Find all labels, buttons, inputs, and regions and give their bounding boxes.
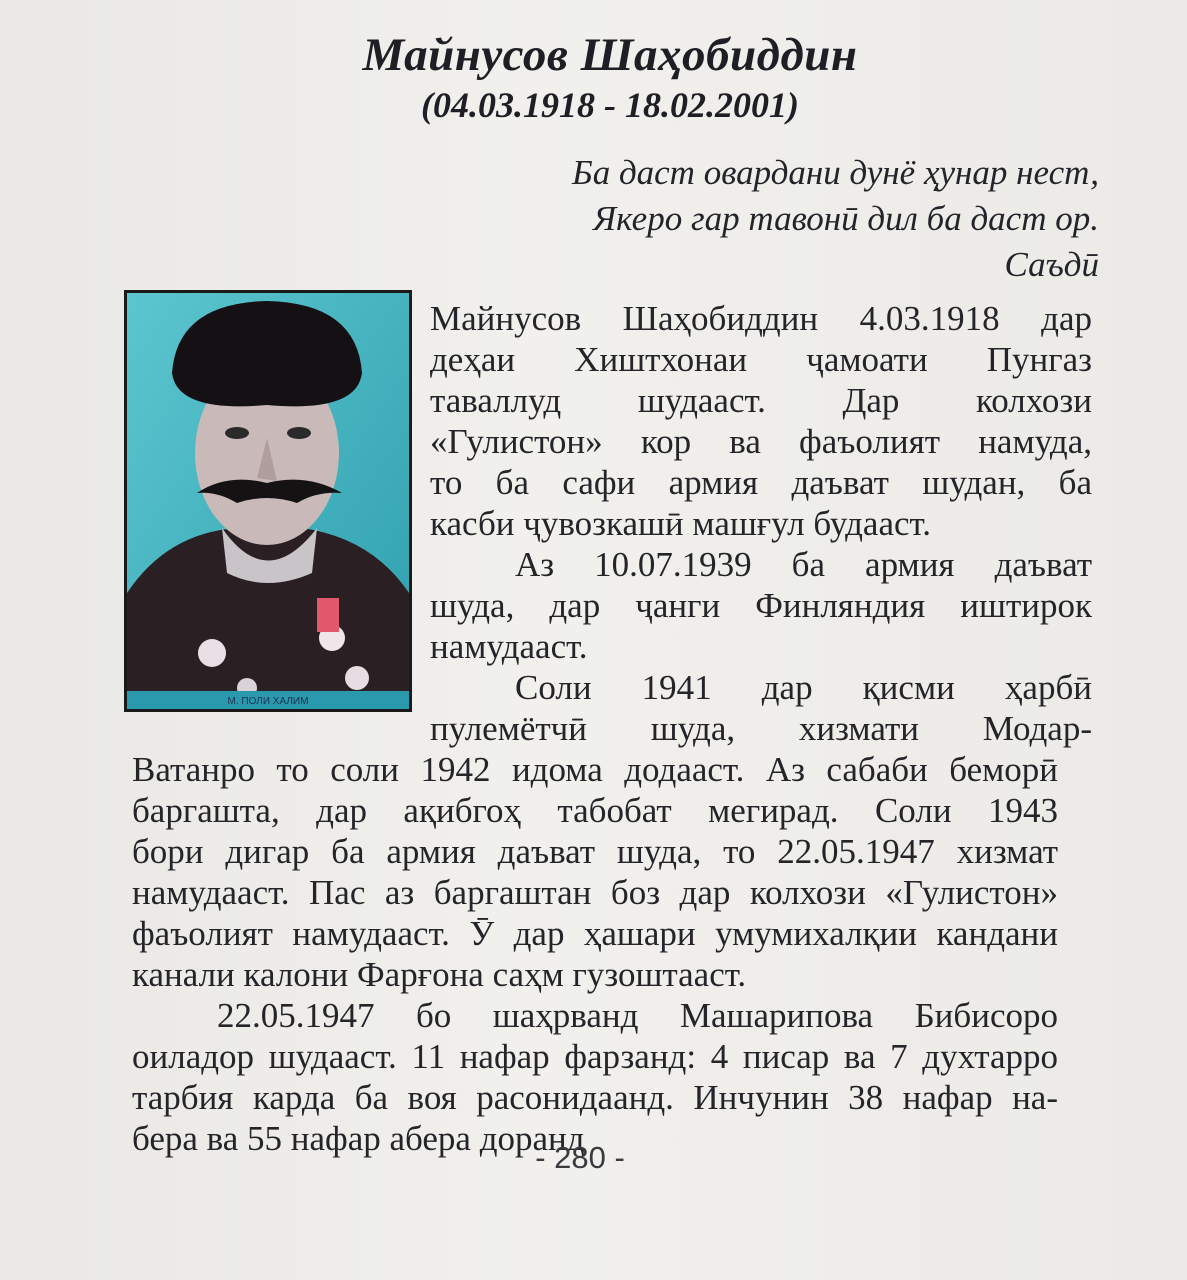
biography-line: Соли 1941 дар қисми ҳарбӣ [515,668,1092,707]
biography-line: Аз 10.07.1939 ба армия даъват [515,545,1092,584]
portrait-photo [124,290,412,712]
biography-beside-photo [430,298,1092,749]
photo-caption: М. ПОЛИ ХАЛИМ [227,696,309,707]
biography-line: намудааст. Пас аз баргаштан боз дар колхози «Гулистон» [132,873,1058,912]
page-title: Майнусов Шаҳобиддин [362,29,858,81]
biography-line: бера ва 55 нафар абера доранд [132,1119,585,1158]
biography-line: канали калони Фарғона саҳм гузоштааст. [132,955,747,994]
biography-line: деҳаи Хиштхонаи ҷамоати Пунгаз [430,340,1092,379]
biography-line: 22.05.1947 бо шаҳрванд Машарипова Бибисоро [217,996,1058,1035]
life-dates: (04.03.1918 - 18.02.2001) [421,85,799,125]
biography-line: оиладор шудааст. 11 нафар фарзанд: 4 писар ва 7 духтарро [132,1037,1058,1076]
biography-line: фаъолият намудааст. Ӯ дар ҳашари умумихалқии кандани [132,914,1058,953]
biography-line: «Гулистон» кор ва фаъолият намуда, [430,422,1092,461]
biography-line: бори дигар ба армия даъват шуда, то 22.05.1947 хизмат [132,832,1058,871]
biography-line: тарбия карда ба воя расонидаанд. Инчунин 38 нафар на- [132,1078,1058,1117]
epigraph-line-2: Якеро гар тавонӣ дил ба даст ор. [593,199,1099,238]
biography-line: шуда, дар ҷанги Финляндия иштирок [430,586,1092,625]
biography-line: пулемётчӣ шуда, хизмати Модар- [430,709,1092,748]
biography-full-width [132,749,1058,1159]
biography-line: таваллуд шудааст. Дар колхози [430,381,1092,420]
biography-line: то ба сафи армия даъват шудан, ба [430,463,1092,502]
epigraph [459,150,1099,288]
biography-line: намудааст. [430,627,588,666]
biography-line: Ватанро то соли 1942 идома додааст. Аз сабаби беморӣ [132,750,1058,789]
biography-line: баргашта, дар ақибгоҳ табобат мегирад. Соли 1943 [132,791,1058,830]
portrait-illustration [127,293,409,709]
page-number: - 280 - [535,1140,625,1175]
biography-line: Майнусов Шаҳобиддин 4.03.1918 дар [430,299,1092,338]
biography-line: касби ҷувозкашӣ машғул будааст. [430,504,931,543]
epigraph-line-1: Ба даст овардани дунё ҳунар нест, [572,153,1099,192]
epigraph-author: Саъдӣ [1004,245,1099,284]
